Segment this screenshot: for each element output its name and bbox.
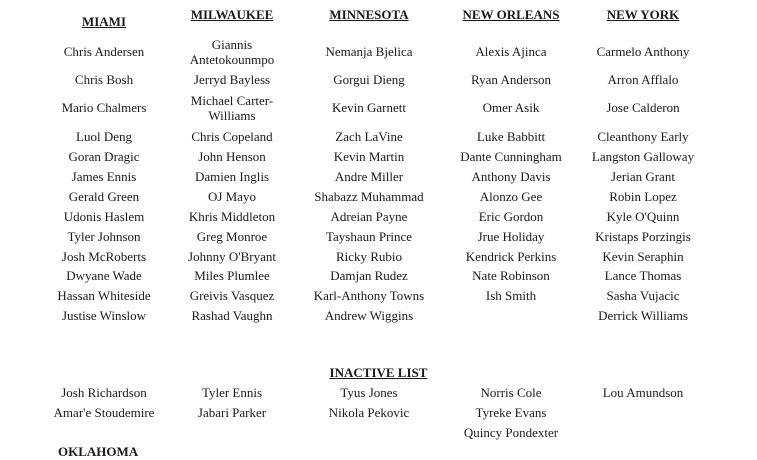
player-name: Dwyane Wade (66, 268, 142, 283)
player-name: Gerald Green (68, 189, 140, 204)
player-name: Jerryd Bayless (193, 72, 271, 87)
player-name: Langston Galloway (591, 149, 695, 164)
inactive-player-name: Jabari Parker (197, 405, 267, 420)
player-name: Karl-Anthony Towns (313, 288, 425, 303)
player-name: Josh McRoberts (61, 249, 147, 264)
player-name: Shabazz Muhammad (314, 189, 424, 204)
player-name: Goran Dragic (68, 149, 140, 164)
player-name: Chris Andersen (63, 44, 145, 59)
player-name: Tyler Johnson (67, 229, 141, 244)
team-header: NEW ORLEANS (462, 7, 560, 22)
player-name: Adreian Payne (330, 209, 408, 224)
player-name: Tayshaun Prince (325, 229, 413, 244)
player-name: Justise Winslow (61, 308, 147, 323)
player-name: Kendrick Perkins (465, 249, 557, 264)
team-header-oklahoma: OKLAHOMA (58, 444, 139, 459)
player-name: John Henson (198, 149, 266, 164)
player-name: Luol Deng (76, 129, 132, 144)
player-name: Damien Inglis (194, 169, 269, 184)
player-name: Anthony Davis (471, 169, 551, 184)
inactive-player-name: Nikola Pekovic (328, 405, 410, 420)
player-name: Ish Smith (485, 288, 537, 303)
player-name: Khris Middleton (188, 209, 276, 224)
player-name: Jose Calderon (606, 100, 680, 115)
player-name: Rashad Vaughn (191, 308, 273, 323)
player-name: Jrue Holiday (477, 229, 545, 244)
player-name: Kevin Seraphin (602, 249, 684, 264)
inactive-player-name: Tyler Ennis (201, 385, 263, 400)
player-name: Hassan Whiteside (57, 288, 151, 303)
team-header: NEW YORK (606, 7, 680, 22)
player-name: Luke Babbitt (476, 129, 546, 144)
player-name: Chris Bosh (74, 72, 134, 87)
player-name: Chris Copeland (191, 129, 273, 144)
inactive-player-name: Norris Cole (480, 385, 542, 400)
player-name: Kristaps Porzingis (595, 229, 691, 244)
player-name: Giannis Antetokounmpo (189, 37, 275, 67)
player-name: Ryan Anderson (471, 72, 551, 87)
player-name: Nemanja Bjelica (325, 44, 413, 59)
inactive-player-name: Amar'e Stoudemire (53, 405, 155, 420)
player-name: Derrick Williams (598, 308, 688, 323)
team-header: MIAMI (81, 14, 127, 29)
player-name: Cleanthony Early (597, 129, 689, 144)
player-name: Omer Asik (482, 100, 540, 115)
player-name: Greg Monroe (196, 229, 268, 244)
inactive-player-name: Tyus Jones (340, 385, 398, 400)
player-name: Mario Chalmers (61, 100, 147, 115)
player-name: Andrew Wiggins (324, 308, 414, 323)
player-name: Kevin Garnett (331, 100, 406, 115)
inactive-player-name: Quincy Pondexter (463, 425, 559, 440)
inactive-player-name: Josh Richardson (61, 385, 147, 400)
player-name: Carmelo Anthony (596, 44, 690, 59)
player-name: Kyle O'Quinn (606, 209, 680, 224)
player-name: Alexis Ajinca (475, 44, 547, 59)
player-name: Damjan Rudez (330, 268, 408, 283)
player-name: Nate Robinson (472, 268, 550, 283)
player-name: Zach LaVine (335, 129, 403, 144)
player-name: Andre Miller (334, 169, 404, 184)
player-name: Arron Afflalo (607, 72, 679, 87)
inactive-player-name: Lou Amundson (602, 385, 684, 400)
inactive-player-name: Tyreke Evans (475, 405, 547, 420)
player-name: Sasha Vujacic (606, 288, 680, 303)
player-name: Jerian Grant (611, 169, 675, 184)
player-name: Dante Cunningham (460, 149, 562, 164)
player-name: Gorgui Dieng (333, 72, 405, 87)
player-name: James Ennis (71, 169, 137, 184)
player-name: Michael Carter-Williams (190, 93, 274, 123)
team-header: MILWAUKEE (190, 7, 274, 22)
player-name: Johnny O'Bryant (188, 249, 276, 264)
player-name: Kevin Martin (333, 149, 405, 164)
team-header: MINNESOTA (329, 7, 409, 22)
player-name: Lance Thomas (604, 268, 682, 283)
player-name: Robin Lopez (609, 189, 677, 204)
player-name: OJ Mayo (207, 189, 257, 204)
player-name: Eric Gordon (478, 209, 544, 224)
player-name: Alonzo Gee (479, 189, 543, 204)
player-name: Greivis Vasquez (189, 288, 275, 303)
player-name: Ricky Rubio (335, 249, 403, 264)
inactive-list-title: INACTIVE LIST (329, 365, 428, 380)
player-name: Miles Plumlee (194, 268, 270, 283)
player-name: Udonis Haslem (63, 209, 145, 224)
